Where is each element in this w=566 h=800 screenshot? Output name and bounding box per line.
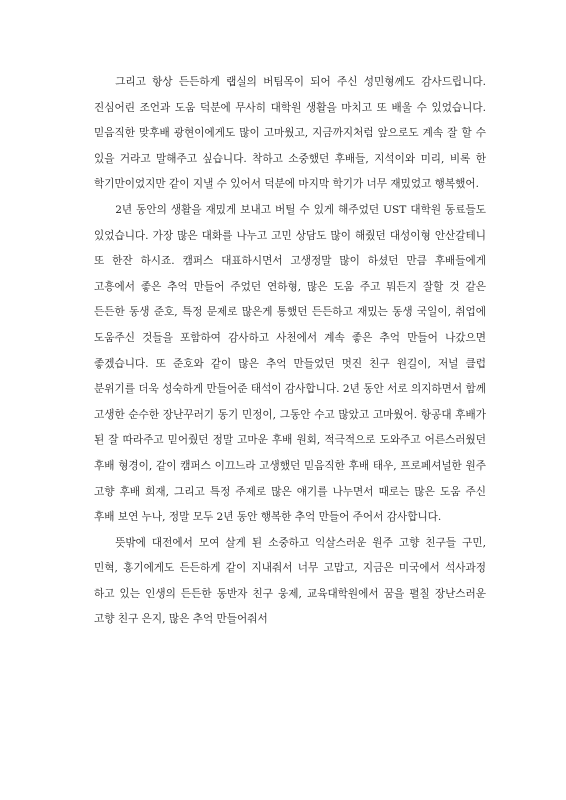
paragraph-hometown-friends: 뜻밖에 대전에서 모여 살게 된 소중하고 익살스러운 원주 고향 친구들 구민, 민혁, 홍기에게도 든든하게 같이 지내줘서 너무 고맙고, 지금은 미국에서 석사과정 하고 있는 인생의 든든한 동반자 친구 웅제, 교육대학원에서 꿈을 펼칠 장난스러운 고향 친구 은지, 많은 추억 만들어줘서 [94, 536, 486, 626]
paragraph-ust-colleagues: 2년 동안의 생활을 재밌게 보내고 버틸 수 있게 해주었던 UST 대학원 동료들도 있었습니다. 가장 많은 대화를 나누고 고민 상담도 많이 해줬던 대성이형 안산갈테니 또 한잔 하시죠. 캠퍼스 대표하시면서 고생정말 많이 하셨던 만큼 후배들에게 고흥에서 좋은 추억 만들어 주었던 연하형, 많은 도움 주고 뭐든지 잘할 것 같은 든든한 동생 준호, 특정 문제로 많은게 통했던 든든하고 재밌는 동생 국일이, 취업에 도움주신 것들을 포함하여 감사하고 사천에서 계속 좋은 추억 만들어 나갔으면 좋겠습니다. 또 준호와 같이 많은 추억 만들었던 멋진 친구 원길이, 저널 클럽 분위기를 더욱 성숙하게 만들어준 태석이 감사합니다. 2년 동안 서로 의지하면서 함께 고생한 순수한 장난꾸러기 동기 민정이, 그동안 수고 많았고 고마웠어. 항공대 후배가 된 잘 따라주고 믿어줬던 정말 고마운 후배 원회, 적극적으로 도와주고 어른스러웠던 후배 형경이, 같이 캠퍼스 이끄느라 고생했던 믿음직한 후배 태우, 프로페셔널한 원주 고향 후배 희재, 그리고 특정 주제로 많은 얘기를 나누면서 때로는 많은 도움 주신 후배 보연 누나, 정말 모두 2년 동안 행복한 추억 만들어 주어서 감사합니다. [94, 203, 486, 524]
paragraph-lab-thanks: 그리고 항상 든든하게 랩실의 버팀목이 되어 주신 성민형께도 감사드립니다. 진심어린 조언과 도움 덕분에 무사히 대학원 생활을 마치고 또 배울 수 있었습니다. 믿음직한 맞후배 광현이에게도 많이 고마웠고, 지금까지처럼 앞으로도 계속 잘 할 수 있을 거라고 말해주고 싶습니다. 착하고 소중했던 후배들, 지석이와 미리, 비록 한 학기만이었지만 같이 지낼 수 있어서 덕분에 마지막 학기가 너무 재밌었고 행복했어. [94, 76, 486, 191]
body-text [94, 70, 486, 633]
